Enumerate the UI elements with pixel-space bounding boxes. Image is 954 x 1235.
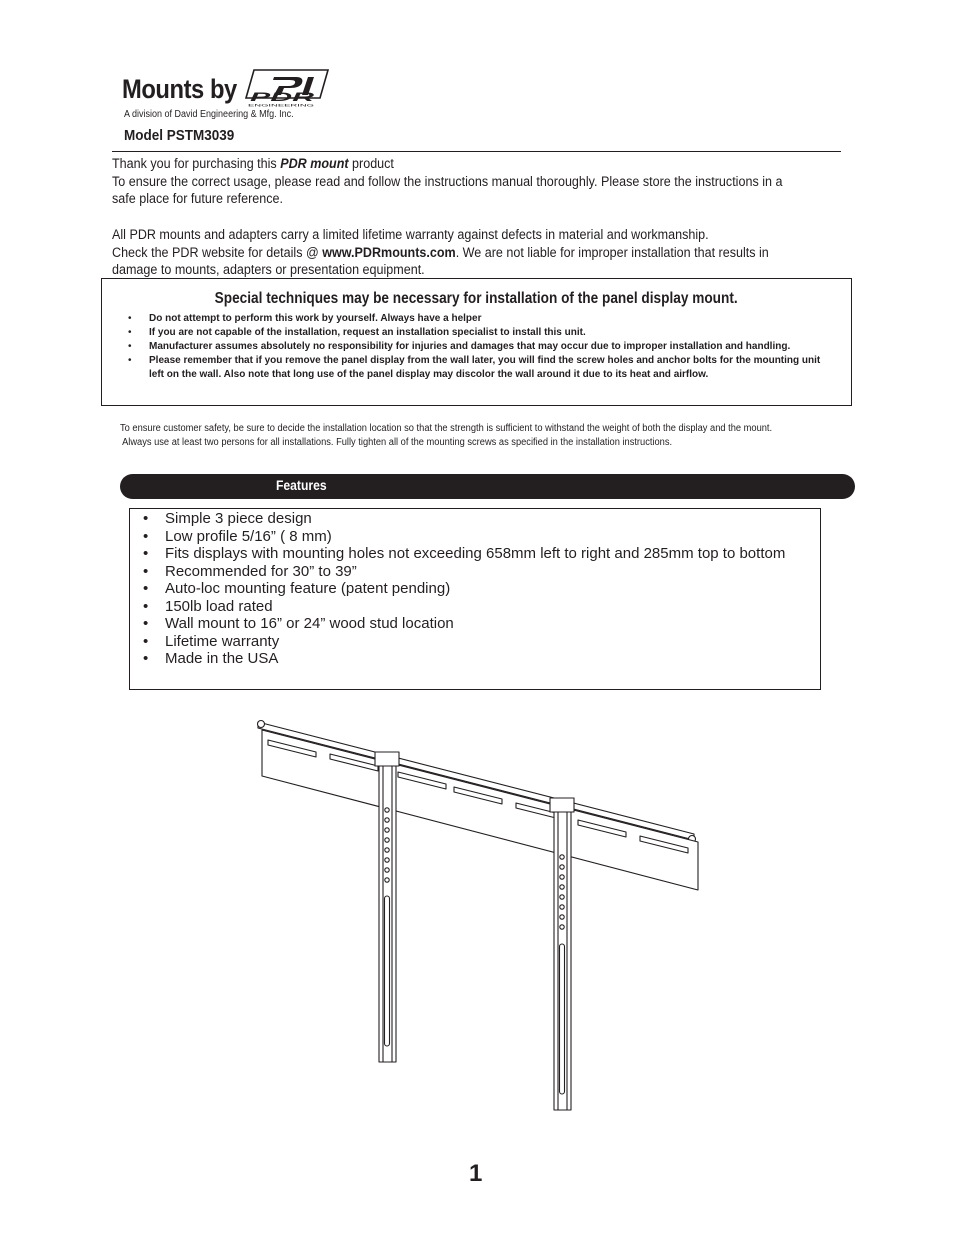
- safety-note: [120, 422, 804, 450]
- logo-text: PDR: [250, 90, 315, 104]
- feature-item: • Recommended for 30” to 39”: [143, 563, 785, 581]
- feature-item: • Low profile 5/16” ( 8 mm): [143, 528, 785, 546]
- model-number: Model PSTM3039: [124, 127, 235, 144]
- feature-item: • Auto-loc mounting feature (patent pending): [143, 580, 785, 598]
- feature-item: • Wall mount to 16” or 24” wood stud location: [143, 615, 785, 633]
- brand-title: Mounts by: [122, 74, 237, 104]
- usage-paragraph: To ensure the correct usage, please read and follow the instructions manual thoroughly. Please store the instructions in a safe place for future reference.: [112, 173, 783, 206]
- safety-line-2: Always use at least two persons for all installations. Fully tighten all of the mounting screws as specified in the installation instructions.: [120, 437, 673, 448]
- warning-heading: [102, 290, 851, 308]
- feature-item: • Fits displays with mounting holes not exceeding 658mm left to right and 285mm top to bottom: [143, 545, 785, 563]
- header-divider: [112, 151, 841, 152]
- page-number: 1: [469, 1160, 483, 1187]
- safety-line-1: To ensure customer safety, be sure to decide the installation location so that the strength is sufficient to withstand the weight of both the display and the mount.: [120, 423, 773, 434]
- division-line: A division of David Engineering & Mfg. Inc.: [124, 109, 294, 120]
- website-link[interactable]: www.PDRmounts.com: [322, 244, 456, 260]
- warning-heading-text: Special techniques may be necessary for installation of the panel display mount.: [214, 290, 738, 307]
- warning-item: • Manufacturer assumes absolutely no responsibility for injuries and damages that may occur due to improper installation and handling.: [128, 340, 828, 354]
- pdr-logo: [244, 68, 330, 108]
- thanks-prefix: Thank you for purchasing this: [112, 156, 281, 171]
- thanks-brand: PDR mount: [280, 156, 349, 171]
- features-bar: [120, 474, 855, 499]
- mount-diagram: [254, 714, 704, 1114]
- wall-plate: [262, 730, 698, 890]
- website-prefix: Check the PDR website for details @: [112, 244, 323, 260]
- logo-subtext: ENGINEERING: [248, 102, 314, 108]
- warning-list: [128, 312, 828, 382]
- thanks-line: [112, 155, 791, 173]
- website-paragraph: [112, 244, 791, 279]
- wall-plate-slots: [268, 740, 688, 853]
- feature-item: • Simple 3 piece design: [143, 510, 785, 528]
- warning-item: • Please remember that if you remove the panel display from the wall later, you will find the screw holes and anchor bolts for the mounting unit left on the wall. Also note that long use of the panel display may discolor the wall around it due to its heat and airflow.: [128, 354, 828, 382]
- website-suffix: . We are not liable for improper installation that results in damage to mounts, adapters or presentation equipment.: [112, 244, 769, 277]
- features-box: [129, 508, 821, 690]
- feature-item: • Made in the USA: [143, 650, 785, 668]
- warning-item: • Do not attempt to perform this work by yourself. Always have a helper: [128, 312, 828, 326]
- warning-item: • If you are not capable of the installation, request an installation specialist to install this unit.: [128, 326, 828, 340]
- feature-item: • Lifetime warranty: [143, 633, 785, 651]
- warning-box: [101, 278, 852, 406]
- thanks-suffix: product: [348, 156, 394, 171]
- features-list: [143, 510, 785, 668]
- features-title: Features: [276, 478, 327, 493]
- feature-item: • 150lb load rated: [143, 598, 785, 616]
- warranty-line: All PDR mounts and adapters carry a limited lifetime warranty against defects in material and workmanship.: [112, 227, 709, 242]
